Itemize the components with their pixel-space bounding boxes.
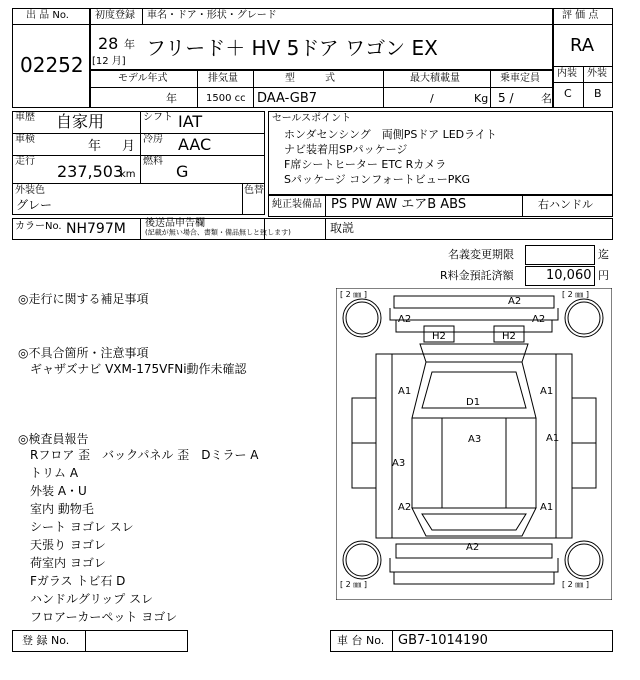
damage-label-10: A1 — [546, 433, 560, 444]
exterior-label: 外装 — [587, 68, 607, 79]
inspector-note-9: ハンドルグリップ スレ — [30, 592, 154, 606]
fuel-value: G — [176, 162, 189, 181]
damage-label-3: A2 — [532, 314, 546, 325]
defect-notes-title: ◎不具合箇所・注意事項 — [18, 346, 149, 360]
aftermarket-note: (記載が無い場合、書類・備品無しと致します) — [145, 229, 291, 238]
equipment-value: PS PW AW エアB ABS — [331, 197, 467, 212]
type-value: DAA-GB7 — [257, 91, 318, 106]
tyre-depth-label-4: [ 2 ㎜ ] — [562, 580, 589, 589]
damage-label-1: A2 — [508, 296, 522, 307]
displacement-label: 排気量 — [208, 73, 238, 84]
type-label: 型 式 — [285, 73, 335, 84]
registration-label: 登 録 No. — [22, 634, 70, 647]
driving-notes-title: ◎走行に関する補足事項 — [18, 292, 149, 306]
front-bumper — [394, 296, 554, 308]
sales-point-1: ホンダセンシング 両側PSドア LEDライト — [284, 128, 497, 141]
model-year-label: モデル年式 — [118, 73, 168, 84]
fuel-label: 燃料 — [143, 156, 163, 167]
inspector-note-1: Rフロア 歪 バックパネル 歪 Dミラー A — [30, 448, 259, 462]
exterior-color-label: 外装色 — [15, 185, 45, 196]
damage-label-11: A3 — [392, 458, 406, 469]
name-change-value-box — [525, 245, 595, 265]
damage-label-6: A1 — [398, 386, 412, 397]
name-change-label: 名義変更期限 — [448, 248, 514, 261]
damage-label-4: H2 — [432, 331, 446, 342]
handle-position: 右ハンドル — [538, 198, 593, 211]
mileage-label: 走行 — [15, 156, 35, 167]
chassis-label: 車 台 No. — [337, 634, 385, 647]
damage-label-5: H2 — [502, 331, 516, 342]
name-change-unit: 迄 — [598, 248, 609, 261]
recycle-value: 10,060 — [546, 268, 592, 283]
first-reg-year: 28 — [98, 34, 119, 53]
eval-label: 評 価 点 — [562, 10, 599, 21]
damage-label-13: A2 — [398, 502, 412, 513]
capacity-label: 乗車定員 — [500, 73, 540, 84]
recycle-label: R料金預託済額 — [440, 269, 514, 282]
eval-score: RA — [570, 35, 595, 56]
sales-points-label: セールスポイント — [272, 113, 352, 124]
inspector-note-2: トリム A — [30, 466, 79, 480]
inspector-note-7: 荷室内 ヨゴレ — [30, 556, 106, 570]
inspection-label: 車検 — [15, 134, 35, 145]
wheel-front-right — [565, 299, 603, 337]
tyre-depth-label-1: [ 2 ㎜ ] — [340, 290, 367, 299]
car-name: フリード＋ HV 5ドア ワゴン EX — [146, 36, 438, 60]
color-no-value: NH797M — [66, 221, 126, 237]
damage-label-8: A1 — [540, 386, 554, 397]
aftermarket-value: 取説 — [330, 221, 355, 235]
load-label: 最大積載量 — [410, 73, 460, 84]
aftermarket-label: 後送品申告欄 — [145, 218, 205, 229]
damage-label-12: A1 — [540, 502, 554, 513]
inspection-year: 年 — [88, 139, 102, 154]
lot-label: 出 品 No. — [26, 10, 69, 21]
inspector-report-title: ◎検査員報告 — [18, 432, 89, 446]
inspection-month: 月 — [122, 139, 136, 154]
sales-point-3: F席シートヒーター ETC Rカメラ — [284, 158, 447, 171]
tyre-depth-label-2: [ 2 ㎜ ] — [562, 290, 589, 299]
history-label: 車歴 — [15, 112, 35, 123]
color-no-label: カラーNo. — [15, 221, 62, 232]
load-slash: / — [430, 92, 434, 105]
first-reg-year-unit: 年 — [124, 38, 135, 51]
car-damage-diagram — [336, 288, 612, 600]
tyre-depth-label-3: [ 2 ㎜ ] — [340, 580, 367, 589]
shift-label: シフト — [143, 112, 173, 123]
inspector-note-10: フロアーカーペット ヨゴレ — [30, 610, 178, 624]
ac-value: AAC — [178, 135, 212, 154]
interior-label: 内装 — [557, 68, 577, 79]
history-value: 自家用 — [56, 112, 105, 131]
recycle-unit: 円 — [598, 269, 609, 282]
inspector-note-3: 外装 A・U — [30, 484, 87, 498]
shift-value: IAT — [178, 112, 203, 131]
load-unit: Kg — [474, 92, 489, 105]
capacity-unit: 名 — [541, 92, 552, 105]
mileage-value: 237,503 — [57, 162, 124, 181]
capacity-value: 5 / — [498, 91, 514, 105]
exterior-score: B — [594, 87, 602, 100]
wheel-rear-right — [565, 541, 603, 579]
equipment-label: 純正装備品 — [272, 199, 322, 210]
car-name-label: 車名・ドア・形状・グレード — [147, 10, 277, 21]
color-change-label: 色替 — [244, 185, 264, 196]
displacement-value: 1500 cc — [206, 93, 246, 104]
damage-label-2: A2 — [398, 314, 412, 325]
sales-point-2: ナビ装着用SPパッケージ — [284, 143, 408, 156]
chassis-value: GB7-1014190 — [398, 633, 488, 648]
rear-plate — [394, 572, 554, 584]
windshield — [412, 362, 536, 418]
rear-window — [412, 508, 536, 536]
lot-number: 02252 — [20, 53, 84, 77]
first-reg-month: [12 月] — [92, 56, 126, 67]
damage-label-7: D1 — [466, 397, 481, 408]
damage-label-9: A3 — [468, 434, 482, 445]
damage-label-14: A2 — [466, 542, 480, 553]
inspector-note-8: Fガラス トビ石 D — [30, 574, 126, 588]
sales-point-4: Sパッケージ コンフォートビューPKG — [284, 173, 471, 186]
wheel-front-left — [343, 299, 381, 337]
wheel-rear-left — [343, 541, 381, 579]
first-reg-label: 初度登録 — [95, 10, 135, 21]
mileage-unit: km — [120, 169, 136, 180]
inspector-note-6: 天張り ヨゴレ — [30, 538, 106, 552]
inspector-note-5: シート ヨゴレ スレ — [30, 520, 134, 534]
ac-label: 冷房 — [143, 134, 163, 145]
exterior-color-value: グレー — [16, 198, 53, 212]
interior-score: C — [564, 87, 572, 100]
defect-note-1: ギャザズナビ VXM-175VFNi動作未確認 — [30, 362, 247, 376]
roof — [442, 418, 506, 508]
model-year-unit: 年 — [166, 92, 177, 105]
inspector-note-4: 室内 動物毛 — [30, 502, 94, 516]
